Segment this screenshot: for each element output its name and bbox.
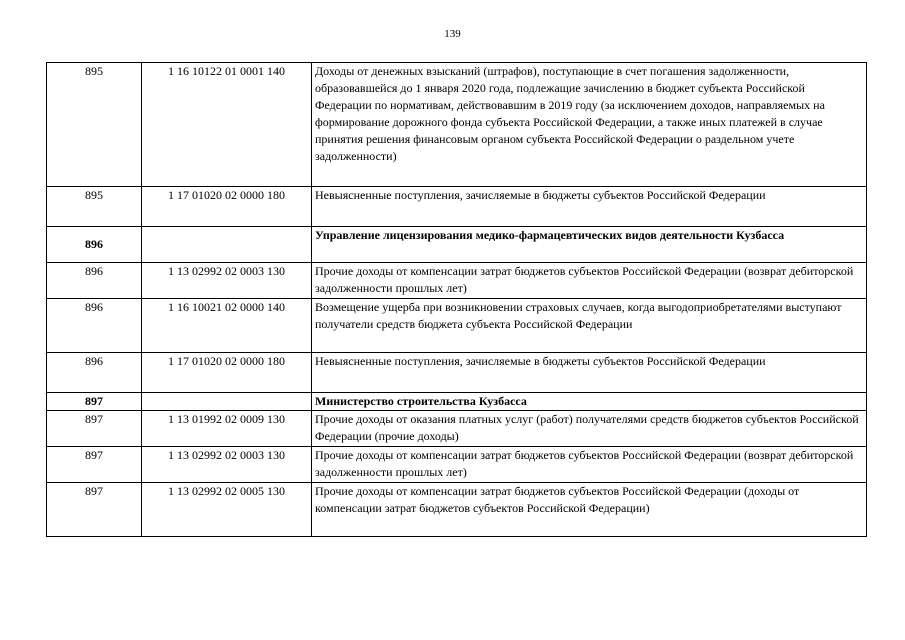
description-cell: Прочие доходы от компенсации затрат бюджетов субъектов Российской Федерации (возврат дебиторской задолженности прошлых лет)	[312, 447, 867, 483]
table-row	[47, 187, 867, 227]
description-cell: Невыясненные поступления, зачисляемые в бюджеты субъектов Российской Федерации	[312, 187, 867, 227]
budget-revenue-table	[46, 62, 867, 537]
description-cell: Доходы от денежных взысканий (штрафов), поступающие в счет погашения задолженности, образовавшейся до 1 января 2020 года, подлежащие зачислению в бюджет субъекта Российской Федерации по нормативам, действовавшим в 2019 году (за исключением доходов, направляемых на формирование дорожного фонда субъекта Российской Федерации, а также иных платежей в случае принятия решения финансовым органом субъекта Российской Федерации о раздельном учете задолженности)	[312, 63, 867, 187]
admin-code-cell: 895	[47, 187, 142, 227]
admin-code-cell: 896	[47, 263, 142, 299]
admin-code-cell: 896	[47, 353, 142, 393]
kbk-code-cell: 1 13 02992 02 0003 130	[142, 263, 312, 299]
admin-code-cell: 897	[47, 483, 142, 537]
description-cell: Возмещение ущерба при возникновении страховых случаев, когда выгодоприобретателями выступают получатели средств бюджета субъекта Российской Федерации	[312, 299, 867, 353]
admin-code-cell: 896	[47, 299, 142, 353]
kbk-code-cell: 1 17 01020 02 0000 180	[142, 187, 312, 227]
admin-code-cell: 895	[47, 63, 142, 187]
kbk-code-cell: 1 13 02992 02 0003 130	[142, 447, 312, 483]
kbk-code-cell: 1 16 10122 01 0001 140	[142, 63, 312, 187]
admin-code-cell: 897	[47, 411, 142, 447]
admin-code-cell: 897	[47, 393, 142, 411]
kbk-code-cell: 1 16 10021 02 0000 140	[142, 299, 312, 353]
table-row	[47, 63, 867, 187]
page-number: 139	[444, 28, 461, 40]
description-cell: Прочие доходы от компенсации затрат бюджетов субъектов Российской Федерации (возврат дебиторской задолженности прошлых лет)	[312, 263, 867, 299]
table-row	[47, 353, 867, 393]
admin-code-cell: 896	[47, 227, 142, 263]
table-row	[47, 263, 867, 299]
kbk-code-cell: 1 13 02992 02 0005 130	[142, 483, 312, 537]
table-row	[47, 411, 867, 447]
table-row	[47, 447, 867, 483]
description-cell: Прочие доходы от компенсации затрат бюджетов субъектов Российской Федерации (доходы от компенсации затрат бюджетов субъектов Российской Федерации)	[312, 483, 867, 537]
kbk-code-cell	[142, 393, 312, 411]
admin-code-cell: 897	[47, 447, 142, 483]
kbk-code-cell	[142, 227, 312, 263]
description-cell: Прочие доходы от оказания платных услуг (работ) получателями средств бюджетов субъектов Российской Федерации (прочие доходы)	[312, 411, 867, 447]
section-header-row	[47, 393, 867, 411]
table-row	[47, 483, 867, 537]
table-row	[47, 299, 867, 353]
section-title-cell: Министерство строительства Кузбасса	[312, 393, 867, 411]
section-title-cell: Управление лицензирования медико-фармацевтических видов деятельности Кузбасса	[312, 227, 867, 263]
kbk-code-cell: 1 17 01020 02 0000 180	[142, 353, 312, 393]
kbk-code-cell: 1 13 01992 02 0009 130	[142, 411, 312, 447]
description-cell: Невыясненные поступления, зачисляемые в бюджеты субъектов Российской Федерации	[312, 353, 867, 393]
section-header-row	[47, 227, 867, 263]
